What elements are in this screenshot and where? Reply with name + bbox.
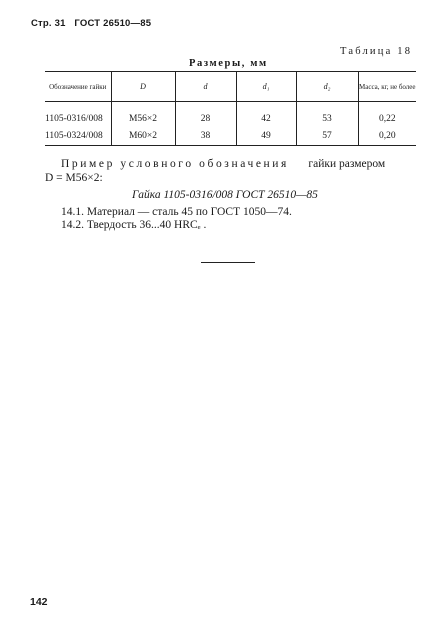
cell-mass: 0,20 [358, 128, 416, 146]
example-size: D = M56×2: [45, 172, 103, 184]
cell-d2: 53 [296, 102, 358, 128]
standard-code: ГОСТ 26510—85 [74, 18, 152, 29]
cell-mass: 0,22 [358, 102, 416, 128]
clause-material: 14.1. Материал — сталь 45 по ГОСТ 1050—74. [61, 206, 292, 218]
table-row [45, 102, 416, 128]
page-number: 142 [30, 596, 48, 608]
cell-designation: 1105-0324/008 [45, 128, 111, 146]
table-row [45, 128, 416, 146]
cell-d: 38 [175, 128, 236, 146]
column-header-d1: d₁ [236, 72, 296, 102]
example-heading-left: Пример условного обозначения [61, 158, 289, 170]
cell-D: M56×2 [111, 102, 175, 128]
dimensions-table [45, 71, 416, 146]
example-heading-right: гайки размером [308, 158, 386, 170]
divider [201, 262, 255, 263]
cell-d2: 57 [296, 128, 358, 146]
table-caption: Таблица 18 [340, 46, 413, 57]
page-header [31, 18, 157, 29]
table-header-row [45, 72, 416, 102]
table-title: Размеры, мм [189, 58, 268, 69]
page-reference: Стр. 31 [31, 18, 66, 29]
column-header-D: D [111, 72, 175, 102]
cell-d1: 42 [236, 102, 296, 128]
column-header-mass: Масса, кг, не более [358, 72, 416, 102]
cell-d1: 49 [236, 128, 296, 146]
cell-designation: 1105-0316/008 [45, 102, 111, 128]
example-heading [61, 158, 385, 170]
column-header-d: d [175, 72, 236, 102]
column-header-designation: Обозначение гайки [45, 72, 111, 102]
cell-D: M60×2 [111, 128, 175, 146]
column-header-d2: d₂ [296, 72, 358, 102]
clause-hardness: 14.2. Твердость 36...40 HRCₑ . [61, 219, 207, 231]
cell-d: 28 [175, 102, 236, 128]
example-designation: Гайка 1105-0316/008 ГОСТ 26510—85 [132, 189, 318, 201]
